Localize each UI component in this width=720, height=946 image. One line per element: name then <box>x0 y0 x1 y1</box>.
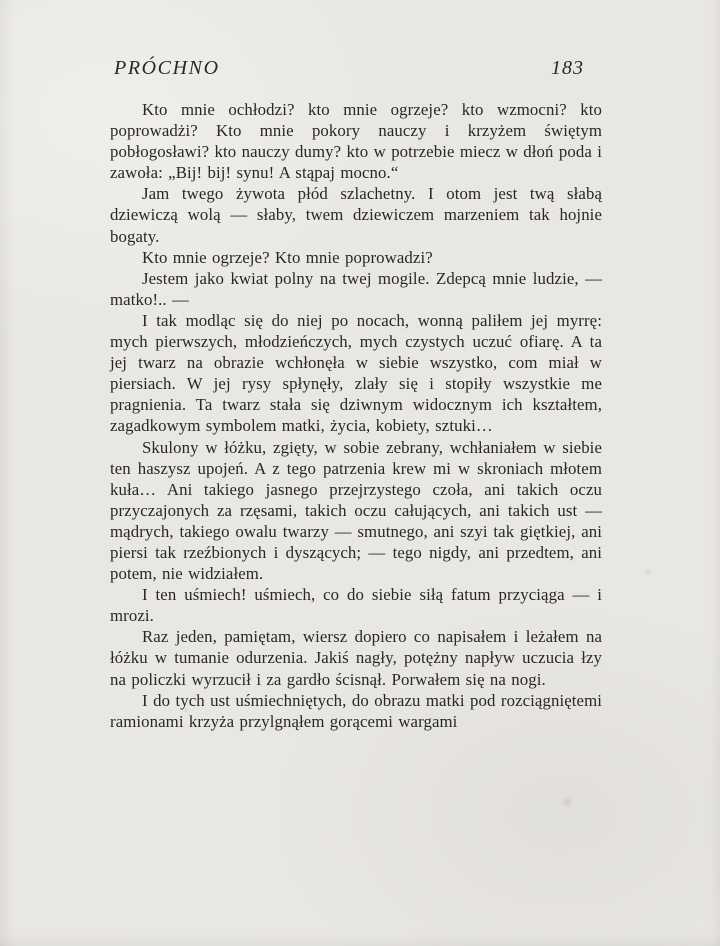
page-text <box>110 99 602 732</box>
paragraph: Kto mnie ogrzeje? Kto mnie poprowadzi? <box>142 247 433 267</box>
paragraph: Kto mnie ochłodzi? kto mnie ogrzeje? kto wzmocni? kto poprowadżi? Kto mnie pokory nauczy i krzyżem świętym pobłogosławi? kto nauczy dumy? kto w potrzebie miecz w dłoń poda i zawoła: „Bij! bij! synu! A stąpaj mocno.“ <box>110 100 602 183</box>
paragraph: I ten uśmiech! uśmiech, co do siebie siłą fatum przyciąga — i mrozi. <box>110 585 602 626</box>
page-number: 183 <box>551 57 584 79</box>
paragraph: Skulony w łóżku, zgięty, w sobie zebrany, wchłaniałem w siebie ten haszysz upojeń. A z tego patrzenia krew mi w skroniach młotem kuła… Ani takiego jasnego przejrzystego czoła, ani takich oczu przyczajonych za rzęsami, takich oczu całujących, ani takich ust — mądrych, takiego owalu twarzy — smutnego, ani szyi tak giętkiej, ani piersi tak rzeźbionych i dyszących; — tego nigdy, ani przedtem, ani potem, nie widziałem. <box>110 437 602 584</box>
paragraph: Raz jeden, pamiętam, wiersz dopiero co napisałem i leżałem na łóżku w tumanie odurzenia. Jakiś nagły, potężny napływ uczucia łzy na policzki wyrzucił i za gardło ścisnął. Porwałem się na nogi. <box>110 627 602 689</box>
paragraph: Jam twego żywota płód szlachetny. I otom jest twą słabą dziewiczą wolą — słaby, twem dziewiczem marzeniem tak hojnie bogaty. <box>110 184 602 246</box>
running-head <box>110 57 602 80</box>
paragraph: I do tych ust uśmiechniętych, do obrazu matki pod rozciągniętemi ramionami krzyża przylgnąłem gorącemi wargami <box>110 690 602 731</box>
running-title: PRÓCHNO <box>114 57 220 79</box>
paragraph: Jestem jako kwiat polny na twej mogile. Zdepcą mnie ludzie, — matko!.. — <box>110 268 602 309</box>
paragraph: I tak modląc się do niej po nocach, wonną paliłem jej myrrę: mych pierwszych, młodzieńczych, mych czystych uczuć ofiarę. A ta jej twarz na obrazie wchłonęła w siebie wszystko, com miał w piersiach. W jej rysy spłynęły, zlały się i stopiły wszystkie me pragnienia. Ta twarz stała się dziwnym widocznym ich kształtem, zagadkowym symbolem matki, życia, kobiety, sztuki… <box>110 310 602 436</box>
